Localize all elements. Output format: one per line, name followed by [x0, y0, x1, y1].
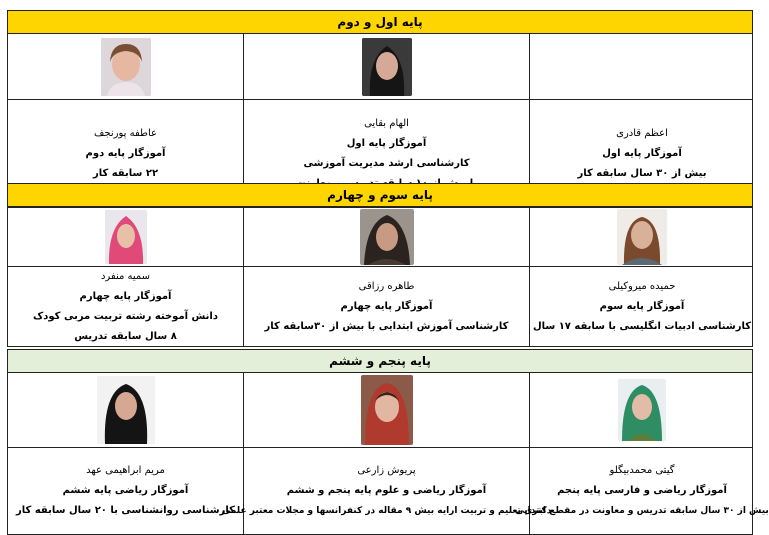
portrait-photo: [360, 209, 414, 265]
info-row: [7, 448, 769, 535]
teacher-role: آموزگار ریاضی پایه ششم: [62, 485, 189, 496]
teacher-photo-cell: [8, 34, 244, 99]
teacher-info: [530, 267, 754, 347]
section-title: پایه اول و دوم: [337, 15, 423, 29]
teacher-name: سمیه منفرد: [100, 271, 151, 282]
portrait-photo: [617, 209, 667, 265]
teacher-detail: بیش از ۳۰ سال سابقه کار: [577, 167, 707, 179]
teacher-role: آموزگار پایه چهارم: [340, 301, 433, 312]
teacher-photo-cell-empty: [530, 34, 754, 99]
section-header: [7, 10, 753, 34]
photo-row: [7, 34, 753, 100]
teacher-photo-cell: [530, 373, 754, 447]
teacher-name: الهام بقایی: [364, 117, 409, 129]
photo-row: [7, 207, 753, 267]
portrait-photo: [97, 376, 155, 444]
teacher-detail: کارشناسی ادبیات انگلیسی با سابقه ۱۷ سال: [532, 321, 752, 332]
section-title: پایه پنجم و ششم: [329, 354, 431, 368]
teacher-info: [221, 448, 552, 534]
teacher-detail: کارشناسی روانشناسی با ۲۰ سال سابقه کار: [16, 505, 235, 516]
teacher-detail: دکتری تعلیم و تربیت ارایه بیش ۹ مقاله در کنفرانسها و مجلات معتبر علمی: [221, 506, 552, 516]
photo-row: [7, 373, 753, 448]
teacher-name: عاطفه پورنجف: [94, 127, 157, 139]
teacher-photo-cell: [8, 207, 244, 266]
portrait-photo: [101, 38, 151, 96]
section-title: پایه سوم و چهارم: [327, 188, 433, 202]
teacher-detail: کارشناسی ارشد مدیریت آموزشی: [303, 157, 470, 169]
teacher-photo-cell: [244, 34, 530, 99]
teacher-name: پریوش زارعی: [357, 465, 416, 476]
teacher-name: گیتی محمدبیگلو: [609, 465, 675, 476]
teacher-role: آموزگار پایه سوم: [599, 301, 685, 312]
teacher-name: اعظم قادری: [616, 127, 668, 139]
teacher-detail: دانش آموخته رشته تربیت مربی کودک: [33, 311, 218, 322]
section-grade-3-4: [7, 183, 753, 347]
portrait-photo: [618, 379, 666, 441]
teacher-detail: ۲۲ سابقه کار: [92, 167, 159, 179]
section-grade-5-6: [7, 349, 769, 535]
teacher-photo-cell: [530, 207, 754, 266]
teacher-role: آموزگار ریاضی و فارسی پایه پنجم: [557, 485, 727, 496]
teacher-role: آموزگار پایه اول: [346, 137, 427, 149]
teacher-photo-cell: [244, 207, 530, 266]
portrait-photo: [361, 375, 413, 445]
teacher-detail: ۸ سال سابقه تدریس: [74, 331, 177, 342]
teacher-detail: کارشناسی آموزش ابتدایی با بیش از ۳۰سابقه کار: [264, 321, 509, 332]
teacher-detail: بیش از ۳۰ سال سابقه تدریس و معاونت در مقطع ابتدایی: [515, 506, 769, 516]
teacher-info: [8, 448, 244, 534]
teacher-info: [8, 267, 244, 347]
teacher-photo-cell: [244, 373, 530, 447]
info-row: [7, 267, 753, 347]
teacher-photo-cell: [8, 373, 244, 447]
portrait-photo: [362, 38, 412, 96]
teacher-name: طاهره رزاقی: [358, 281, 415, 292]
teacher-role: آموزگار پایه دوم: [85, 147, 166, 159]
section-header: [7, 183, 753, 207]
section-grade-1-2: [7, 10, 753, 208]
teacher-name: مریم ابراهیمی عهد: [86, 465, 165, 476]
portrait-photo: [105, 210, 147, 264]
teacher-role: آموزگار پایه چهارم: [79, 291, 172, 302]
teacher-name: حمیده میروکیلی: [608, 281, 676, 292]
teacher-role: آموزگار ریاضی و علوم پایه پنجم و ششم: [286, 485, 487, 496]
teacher-info: [515, 448, 769, 534]
teacher-role: آموزگار پایه اول: [602, 147, 682, 159]
teacher-info: [244, 267, 530, 347]
section-header: [7, 349, 753, 373]
